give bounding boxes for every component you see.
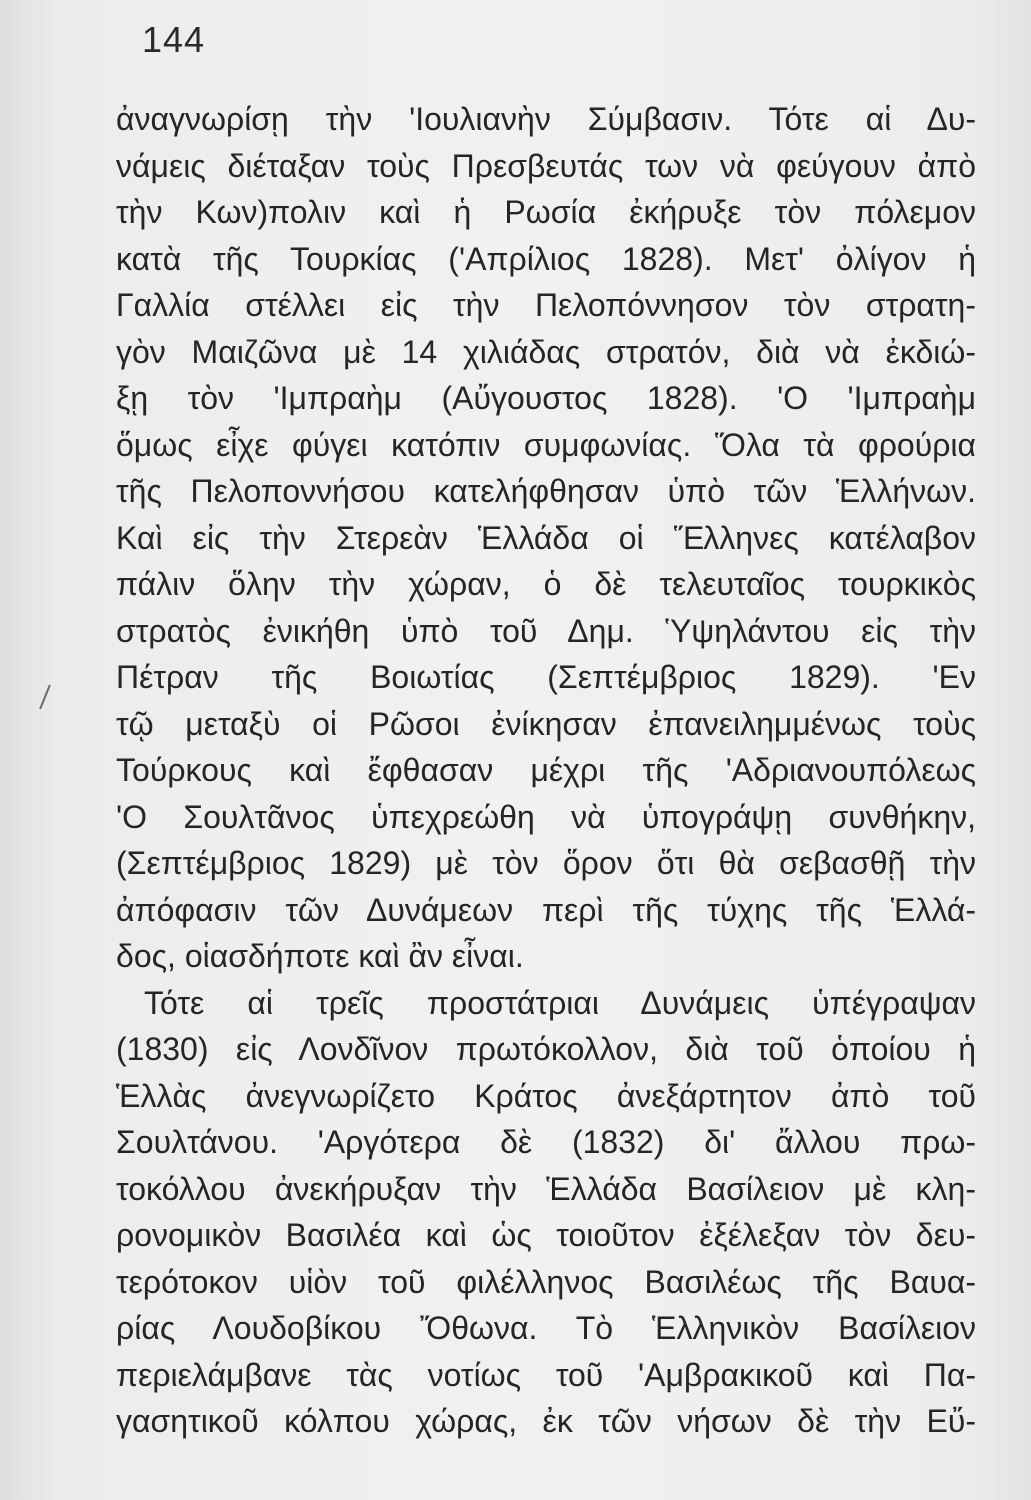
text-line: Καὶ εἰς τὴν Στερεὰν Ἑλλάδα οἱ Ἕλληνες κατέλαβον [116,519,976,556]
text-line: τὴν Κων)πολιν καὶ ἡ Ρωσία ἐκήρυξε τὸν πόλεμον [116,194,976,230]
text-line: δος, οἱασδήποτε καὶ ἂν εἶναι. [116,938,524,974]
text-line: τῆς Πελοποννήσου κατελήφθησαν ὑπὸ τῶν Ἑλλήνων. [116,473,976,509]
text-line: ξῃ τὸν 'Ιμπραὴμ (Αὔγουστος 1828). 'Ο 'Ιμπραὴμ [116,380,976,416]
text-line: (Σεπτέμβριος 1829) μὲ τὸν ὅρον ὅτι θὰ σεβασθῇ τὴν [116,845,976,881]
text-line: Πέτραν τῆς Βοιωτίας (Σεπτέμβριος 1829). 'Εν [116,659,976,695]
page-number: 144 [142,19,206,60]
text-line: Ἑλλὰς ἀνεγνωρίζετο Κράτος ἀνεξάρτητον ἀπὸ τοῦ [116,1077,976,1114]
text-line: Τότε αἱ τρεῖς προστάτριαι Δυνάμεις ὑπέγραψαν [144,984,976,1021]
text-line: ὅμως εἶχε φύγει κατόπιν συμφωνίας. Ὅλα τὰ φρούρια [116,426,976,463]
text-line: πάλιν ὅλην τὴν χώραν, ὁ δὲ τελευταῖος τουρκικὸς [116,566,976,602]
text-line: (1830) εἰς Λονδῖνον πρωτόκολλον, διὰ τοῦ ὁποίου ἡ [116,1031,976,1067]
text-line: στρατὸς ἐνικήθη ὑπὸ τοῦ Δημ. Ὑψηλάντου εἰς τὴν [116,612,976,649]
text-line: ρονομικὸν Βασιλέα καὶ ὡς τοιοῦτον ἐξέλεξαν τὸν δευ- [116,1217,976,1253]
text-line: ρίας Λουδοβίκου Ὄθωνα. Τὸ Ἑλληνικὸν Βασίλειον [116,1310,976,1346]
margin-pencil-mark [39,685,51,710]
text-line: τοκόλλου ἀνεκήρυξαν τὴν Ἑλλάδα Βασίλειον μὲ κλη- [116,1170,976,1207]
text-line: νάμεις διέταξαν τοὺς Πρεσβευτάς των νὰ φεύγουν ἀπὸ [116,147,976,184]
text-line: κατὰ τῆς Τουρκίας ('Απρίλιος 1828). Μετ' ὀλίγον ἡ [116,240,976,277]
text-line: περιελάμβανε τὰς νοτίως τοῦ 'Αμβρακικοῦ καὶ Πα- [116,1356,976,1393]
text-line: γὸν Μαιζῶνα μὲ 14 χιλιάδας στρατόν, διὰ νὰ ἐκδιώ- [116,333,976,370]
text-line: 'Ο Σουλτᾶνος ὑπεχρεώθη νὰ ὑπογράψῃ συνθήκην, [116,798,976,835]
text-line: τερότοκον υἱὸν τοῦ φιλέλληνος Βασιλέως τῆς Βαυα- [116,1263,976,1300]
text-line: τῷ μεταξὺ οἱ Ρῶσοι ἐνίκησαν ἐπανειλημμένως τοὺς [116,705,976,742]
text-line: Τούρκους καὶ ἔφθασαν μέχρι τῆς 'Αδριανουπόλεως [116,752,976,788]
text-line: ἀπόφασιν τῶν Δυνάμεων περὶ τῆς τύχης τῆς Ἑλλά- [116,891,976,928]
text-line: γασητικοῦ κόλπου χώρας, ἐκ τῶν νήσων δὲ τὴν Εὔ- [116,1403,976,1439]
body-text [116,96,976,1445]
text-line: ἀναγνωρίσῃ τὴν 'Ιουλιανὴν Σύμβασιν. Τότε αἱ Δυ- [116,101,976,137]
text-line: Γαλλία στέλλει εἰς τὴν Πελοπόννησον τὸν στρατη- [116,287,976,323]
text-line: Σουλτάνου. 'Αργότερα δὲ (1832) δι' ἄλλου πρω- [116,1124,976,1160]
